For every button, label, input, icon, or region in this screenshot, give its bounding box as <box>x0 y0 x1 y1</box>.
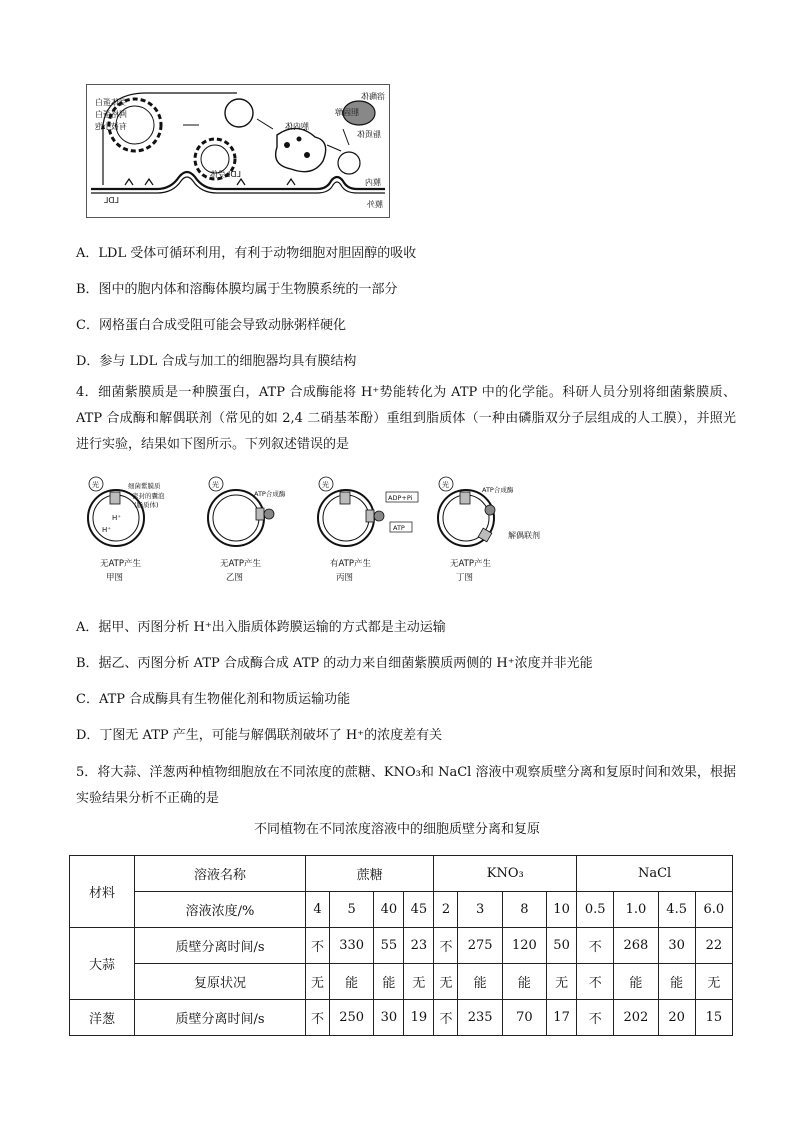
row-label: 质壁分离时间/s <box>135 1000 306 1036</box>
table-cell: 268 <box>614 928 658 964</box>
panel-jia-result: 无ATP产生 <box>100 559 141 569</box>
table-cell: 30 <box>658 928 695 964</box>
table-row <box>70 1000 733 1036</box>
table-cell: 能 <box>458 964 502 1000</box>
q3-option-d: D．参与 LDL 合成与加工的细胞器均具有膜结构 <box>76 354 357 369</box>
header-sucrose: 蔗糖 <box>306 856 434 892</box>
q4-stem: 4．细菌紫膜质是一种膜蛋白，ATP 合成酶能将 H⁺势能转化为 ATP 中的化学能。科研人员分别将细菌紫膜质、ATP 合成酶和解偶联剂（常见的如 2,4 二硝基苯酚）重组到脂质体（一种由磷脂双分子层组成的人工膜），并照光进行实验，结果如下图所示。下列叙述错误的是 <box>76 385 736 452</box>
table-cell: 55 <box>374 928 404 964</box>
table-cell: 不 <box>434 928 458 964</box>
table-cell: 无 <box>434 964 458 1000</box>
table-cell: 能 <box>374 964 404 1000</box>
table-cell: 15 <box>695 1000 732 1036</box>
table-cell: 30 <box>374 1000 404 1036</box>
plasmolysis-table <box>69 855 733 1036</box>
q4-option-a: A．据甲、丙图分析 H⁺出入脂质体跨膜运输的方式都是主动运输 <box>76 620 446 635</box>
panel-yi-name: 乙图 <box>226 573 244 583</box>
panel-ding <box>438 477 540 583</box>
panel-jia <box>88 477 165 583</box>
header-concentration: 溶液浓度/% <box>135 892 306 928</box>
ldl-endocytosis-figure <box>86 84 390 218</box>
panel-yi-result: 无ATP产生 <box>220 559 261 569</box>
label-inside: 膜内 <box>365 178 381 187</box>
panel-ding-result: 无ATP产生 <box>450 559 491 569</box>
panel-bing-label-atp: ATP <box>393 524 405 532</box>
table-cell: 70 <box>502 1000 546 1036</box>
table-cell: 能 <box>614 964 658 1000</box>
label-lipid: 脂质体 <box>357 130 381 139</box>
table-cell: 能 <box>330 964 374 1000</box>
header-solution-name: 溶液名称 <box>135 856 306 892</box>
label-coated-vesicle: 有被小泡 <box>95 122 127 131</box>
panel-yi <box>208 477 286 583</box>
header-nacl: NaCl <box>577 856 733 892</box>
ldl-diagram-svg <box>87 85 389 217</box>
conc-cell: 40 <box>374 892 404 928</box>
panel-ding-label-uncoupler: 解偶联剂 <box>508 531 540 540</box>
q3-option-c: C．网格蛋白合成受阻可能会导致动脉粥样硬化 <box>76 318 346 333</box>
panel-jia-name: 甲图 <box>106 573 124 583</box>
table-cell: 202 <box>614 1000 658 1036</box>
label-receptor: 受体蛋白 <box>95 98 127 107</box>
table-concentration-row <box>70 892 733 928</box>
conc-cell: 5 <box>330 892 374 928</box>
panel-bing-light: 光 <box>322 481 329 489</box>
liposome-experiment-figure <box>76 476 596 592</box>
label-endosome: 胞内体 <box>285 122 309 131</box>
conc-cell: 6.0 <box>695 892 732 928</box>
label-outside: 膜外 <box>367 200 383 209</box>
q4-option-b: B．据乙、丙图分析 ATP 合成酶合成 ATP 的动力来自细菌紫膜质两侧的 H⁺浓度并非光能 <box>76 656 593 671</box>
table-cell: 不 <box>577 928 614 964</box>
panel-jia-label-bacteriorhodopsin: 细菌紫膜质 <box>128 482 161 490</box>
table-cell: 无 <box>695 964 732 1000</box>
conc-cell: 0.5 <box>577 892 614 928</box>
conc-cell: 4 <box>306 892 330 928</box>
table-cell: 能 <box>502 964 546 1000</box>
q4-option-c: C．ATP 合成酶具有生物催化剂和物质运输功能 <box>76 692 351 707</box>
conc-cell: 2 <box>434 892 458 928</box>
panel-jia-ion-1: H⁺ <box>112 514 121 522</box>
label-cholesterol: 胆固醇 <box>335 108 359 117</box>
conc-cell: 8 <box>502 892 546 928</box>
panel-bing-name: 丙图 <box>336 573 354 583</box>
material-onion: 洋葱 <box>70 1000 135 1036</box>
table-cell: 22 <box>695 928 732 964</box>
panel-jia-label-liposome: (脂质体) <box>134 501 159 509</box>
q3-option-a: A．LDL 受体可循环利用，有利于动物细胞对胆固醇的吸收 <box>76 246 417 261</box>
table-cell: 不 <box>577 1000 614 1036</box>
label-lysosome: 溶酶体 <box>361 92 385 101</box>
conc-cell: 45 <box>404 892 434 928</box>
table-row <box>70 964 733 1000</box>
table-cell: 330 <box>330 928 374 964</box>
panel-yi-label-atp-synthase: ATP合成酶 <box>254 490 286 498</box>
panel-yi-light: 光 <box>212 481 219 489</box>
liposome-diagram-svg <box>76 476 596 592</box>
table-cell: 无 <box>306 964 330 1000</box>
panel-ding-light: 光 <box>442 481 449 489</box>
row-label: 复原状况 <box>135 964 306 1000</box>
header-kno3: KNO₃ <box>434 856 577 892</box>
q4-option-d: D．丁图无 ATP 产生，可能与解偶联剂破坏了 H⁺的浓度差有关 <box>76 728 443 743</box>
header-material: 材料 <box>70 856 135 928</box>
label-ldl-receptor: LDL受体 <box>209 170 241 179</box>
panel-jia-light: 光 <box>92 481 99 489</box>
table-cell: 无 <box>404 964 434 1000</box>
row-label: 质壁分离时间/s <box>135 928 306 964</box>
panel-jia-label-vesicle: 密封的囊泡 <box>132 492 165 500</box>
table-title: 不同植物在不同浓度溶液中的细胞质壁分离和复原 <box>253 822 540 837</box>
table-cell: 23 <box>404 928 434 964</box>
table-cell: 50 <box>547 928 577 964</box>
table-cell: 250 <box>330 1000 374 1036</box>
panel-bing-label-adp: ADP+Pi <box>388 494 413 502</box>
table-cell: 120 <box>502 928 546 964</box>
label-clathrin: 网格蛋白 <box>95 110 127 119</box>
table-cell: 能 <box>658 964 695 1000</box>
table-header-row <box>70 856 733 892</box>
table-cell: 19 <box>404 1000 434 1036</box>
panel-bing <box>318 477 418 583</box>
panel-jia-ion-2: H⁺ <box>102 526 111 534</box>
conc-cell: 4.5 <box>658 892 695 928</box>
q5-stem: 5．将大蒜、洋葱两种植物细胞放在不同浓度的蔗糖、KNO₃和 NaCl 溶液中观察质壁分离和复原时间和效果，根据实验结果分析不正确的是 <box>76 765 736 806</box>
label-ldl: LDL <box>103 196 119 205</box>
table-cell: 无 <box>547 964 577 1000</box>
conc-cell: 3 <box>458 892 502 928</box>
conc-cell: 1.0 <box>614 892 658 928</box>
table-cell: 不 <box>434 1000 458 1036</box>
panel-bing-result: 有ATP产生 <box>330 559 371 569</box>
table-cell: 20 <box>658 1000 695 1036</box>
material-garlic: 大蒜 <box>70 928 135 1000</box>
table-cell: 不 <box>306 1000 330 1036</box>
table-cell: 17 <box>547 1000 577 1036</box>
panel-ding-label-atp-synthase: ATP合成酶 <box>482 486 514 494</box>
table-cell: 275 <box>458 928 502 964</box>
table-row <box>70 928 733 964</box>
table-cell: 235 <box>458 1000 502 1036</box>
table-cell: 不 <box>577 964 614 1000</box>
panel-ding-name: 丁图 <box>456 573 474 583</box>
conc-cell: 10 <box>547 892 577 928</box>
table-cell: 不 <box>306 928 330 964</box>
q3-option-b: B．图中的胞内体和溶酶体膜均属于生物膜系统的一部分 <box>76 282 398 297</box>
